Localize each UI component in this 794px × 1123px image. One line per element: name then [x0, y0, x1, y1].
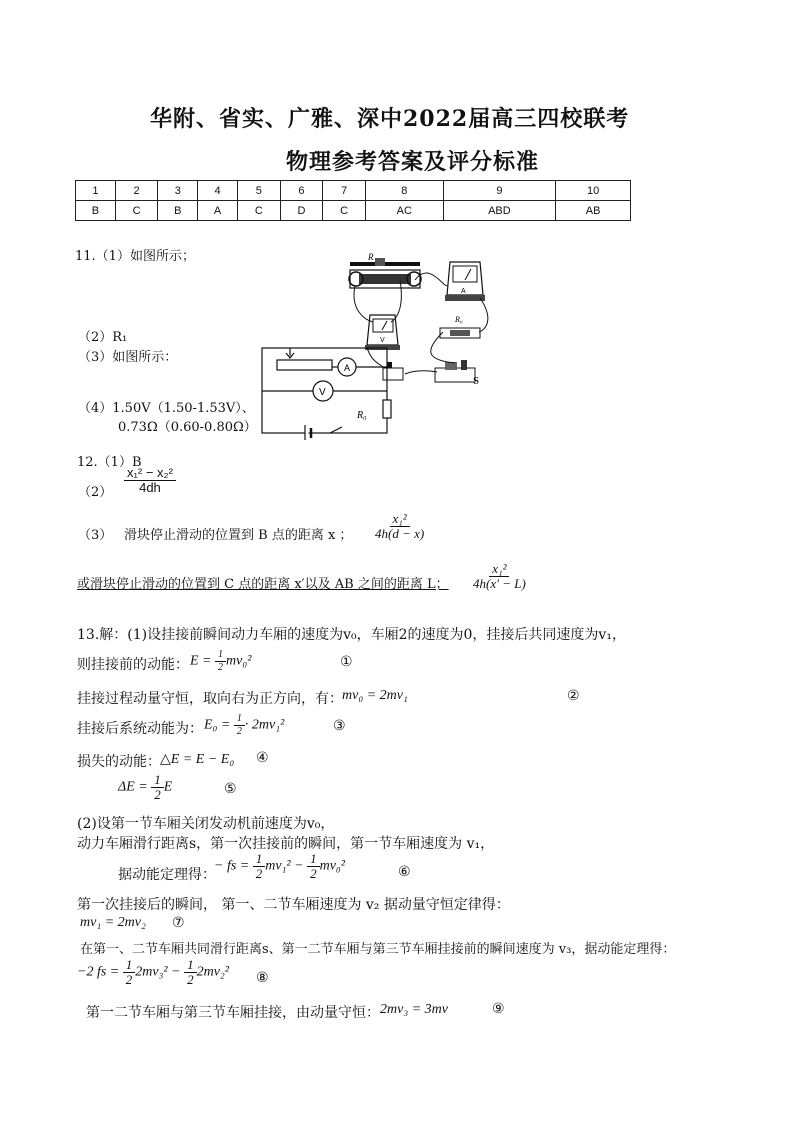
q13-line3-equation: mv₀ = 2mv₁: [342, 688, 408, 703]
marker-1: ①: [340, 654, 353, 670]
marker-2: ②: [567, 688, 580, 704]
schematic-diagram: [262, 348, 391, 440]
equation-part: 2mv₂²: [196, 964, 229, 980]
fraction-numerator: 1: [123, 958, 136, 973]
table-cell: 3: [158, 181, 198, 201]
voltmeter-label: V: [380, 337, 385, 344]
r0-resistor-device: [440, 315, 480, 338]
rheostat-label: R: [368, 252, 374, 262]
r0-device-label: R₀: [455, 315, 463, 324]
table-cell: C: [237, 201, 280, 221]
ammeter-device: [445, 262, 485, 301]
page-subtitle: 物理参考答案及评分标准: [286, 149, 540, 175]
answer-key-answers-row: [76, 201, 631, 221]
table-cell: 4: [198, 181, 238, 201]
switch-label: S: [473, 375, 480, 387]
fraction-denominator: 2: [187, 971, 194, 987]
equation-part: −2 fs =: [77, 964, 123, 980]
table-cell: 10: [556, 181, 631, 201]
marker-4: ④: [256, 750, 269, 766]
marker-3: ③: [333, 718, 346, 734]
marker-7: ⑦: [172, 915, 185, 931]
q13-line4-text: 挂接后系统动能为：: [77, 721, 203, 737]
q13-line1: 13.解：(1)设挂接前瞬间动力车厢的速度为v₀，车厢2的速度为0，挂接后共同速度为v₁，: [77, 627, 626, 643]
rheostat-device: [349, 252, 421, 288]
q11-part2: （2）R₁: [78, 330, 128, 345]
fraction-numerator: x₁² − x₂²: [124, 466, 176, 481]
table-cell: 9: [443, 181, 556, 201]
answer-key-numbers-row: [76, 181, 631, 201]
table-cell: ABD: [443, 201, 556, 221]
q13-line9-text: 据动能定理得：: [118, 867, 216, 883]
equation-part: mv₀²: [319, 858, 345, 874]
table-cell: 7: [323, 181, 366, 201]
q12-part3-text: 滑块停止滑动的位置到 B 点的距离 x ；: [124, 528, 353, 543]
marker-5: ⑤: [224, 781, 237, 797]
ammeter-label: A: [461, 288, 466, 295]
marker-6: ⑥: [398, 864, 411, 880]
q13-line10: 第一次挂接后的瞬间， 第一、二节车厢速度为 v₂ 据动量守恒定律得：: [77, 897, 510, 913]
q11-part4b: 0.73Ω（0.60-0.80Ω）: [118, 420, 257, 435]
equation-part: 2mv₃² −: [135, 964, 185, 980]
fraction-numerator: 1: [215, 650, 226, 662]
equation-part: · 2mv₁²: [244, 717, 285, 733]
fraction-numerator: x₁²: [489, 562, 509, 577]
marker-8: ⑧: [256, 970, 269, 986]
equation-part: E =: [190, 653, 215, 669]
q11-circuit-figure: [255, 250, 505, 440]
fraction-numerator: 1: [184, 958, 197, 973]
fraction-numerator: x₁²: [390, 512, 410, 527]
q13-line2-equation: [190, 650, 251, 673]
table-cell: B: [76, 201, 116, 221]
q13-line5-equation: △E = E − E₀: [160, 752, 235, 767]
fraction-numerator: 1: [253, 852, 266, 867]
q12-part2-fraction: [124, 466, 176, 495]
table-cell: B: [158, 201, 198, 221]
fraction-numerator: 1: [151, 773, 164, 788]
equation-part: mv₀²: [226, 653, 252, 669]
table-cell: AB: [556, 201, 631, 221]
fraction-denominator: 2: [310, 865, 317, 881]
table-cell: A: [198, 201, 238, 221]
equation-part: − fs =: [214, 858, 253, 874]
schematic-r0-label: R₀: [357, 410, 367, 421]
page-title: 华附、省实、广雅、深中2022届高三四校联考: [150, 106, 630, 132]
fraction-denominator: 2: [154, 786, 161, 802]
q12-part4-text: 或滑块停止滑动的位置到 C 点的距离 x′以及 AB 之间的距离 L；: [77, 577, 449, 592]
table-cell: C: [323, 201, 366, 221]
equation-part: E₀ =: [204, 717, 234, 733]
q13-line3-text: 挂接过程动量守恒，取向右为正方向，有：: [77, 691, 343, 707]
equation-part: E: [163, 779, 173, 795]
table-cell: 8: [365, 181, 443, 201]
battery-switch-device: [383, 360, 479, 387]
q12-part3-fraction: [372, 512, 427, 541]
q13-line4-equation: [204, 714, 284, 737]
equation-part: mv₁² −: [265, 858, 308, 874]
q12-part1: 12.（1）B: [77, 455, 142, 470]
fraction-numerator: 1: [307, 852, 320, 867]
fraction-denominator: 2: [125, 971, 133, 987]
voltmeter-device: [365, 315, 400, 350]
q13-line2-text: 则挂接前的动能：: [77, 657, 189, 673]
schematic-ammeter-label: A: [344, 363, 351, 373]
q13-line11-equation: mv₁ = 2mv₂: [80, 915, 146, 930]
fraction-denominator: 4dh: [139, 479, 161, 495]
q11-part3: （3）如图所示：: [78, 350, 178, 365]
table-cell: 2: [115, 181, 158, 201]
schematic-voltmeter-label: V: [319, 387, 326, 398]
q13-line12: 在第一、二节车厢共同滑行距离s、第一二节车厢与第三节车厢挂接前的瞬间速度为 v₃，据动能定理得：: [80, 942, 676, 957]
q11-part4a: （4）1.50V（1.50-1.53V）、: [78, 401, 255, 416]
table-cell: D: [280, 201, 323, 221]
q13-line8: 动力车厢滑行距离s，第一次挂接前的瞬间，第一节车厢速度为 v₁，: [77, 836, 495, 852]
table-cell: 6: [280, 181, 323, 201]
q12-part3-label: （3）: [78, 528, 113, 543]
q13-line9-equation: [214, 852, 345, 881]
q13-line5-text: 损失的动能：: [77, 754, 161, 770]
fraction-denominator: 2: [236, 725, 242, 737]
fraction-numerator: 1: [234, 714, 245, 726]
table-cell: 5: [237, 181, 280, 201]
q12-part4-fraction: [470, 562, 529, 591]
table-cell: AC: [365, 201, 443, 221]
table-cell: C: [115, 201, 158, 221]
fraction-denominator: 4h(x′ − L): [473, 575, 526, 591]
table-cell: 1: [76, 181, 116, 201]
q13-line7: (2)设第一节车厢关闭发动机前速度为v₀，: [77, 816, 335, 832]
equation-part: ΔE =: [118, 779, 152, 795]
q13-line13-equation: [77, 958, 229, 987]
q12-part2-label: （2）: [78, 485, 113, 500]
q11-part1: 11.（1）如图所示；: [75, 249, 195, 264]
q13-line14-text: 第一二节车厢与第三节车厢挂接，由动量守恒：: [86, 1005, 380, 1021]
answer-key-table: [75, 180, 631, 221]
q13-line6-equation: [118, 773, 172, 802]
marker-9: ⑨: [492, 1001, 505, 1017]
fraction-denominator: 4h(d − x): [375, 525, 425, 541]
fraction-denominator: 2: [218, 661, 223, 673]
fraction-denominator: 2: [255, 865, 263, 881]
q13-line14-equation: 2mv₃ = 3mv: [380, 1002, 448, 1017]
